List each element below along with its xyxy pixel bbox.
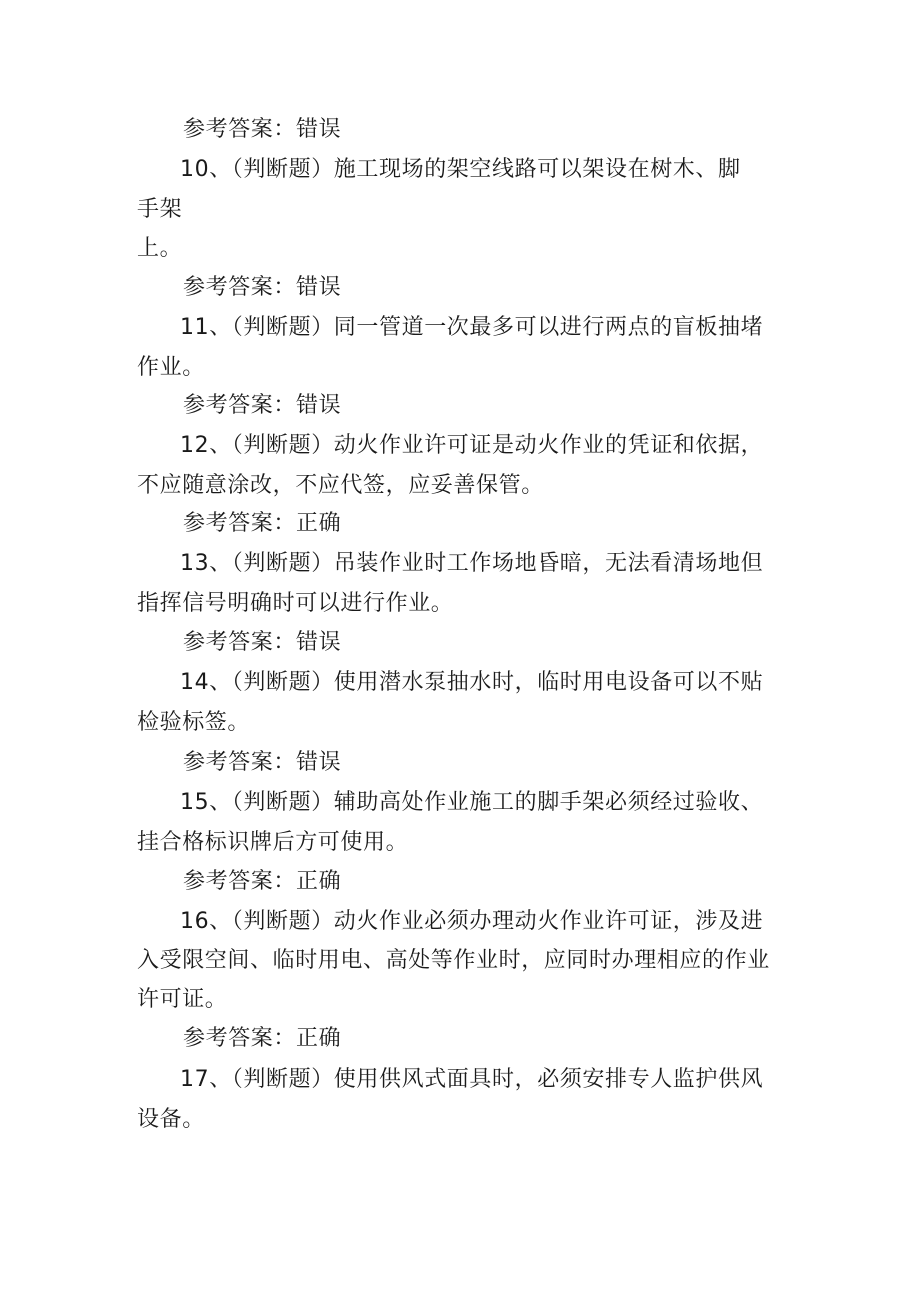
question-16-line-3: 许可证。 — [137, 987, 228, 1012]
answer-10: 参考答案：错误 — [183, 275, 342, 300]
question-11-line-2: 作业。 — [137, 355, 205, 380]
question-10-line-2: 手架 — [137, 197, 183, 222]
question-10-line-1: 10、（判断题）施工现场的架空线路可以架设在树木、脚 — [180, 157, 741, 182]
answer-13: 参考答案：错误 — [183, 630, 342, 655]
question-10-line-3: 上。 — [137, 236, 183, 261]
answer-14: 参考答案：错误 — [183, 750, 342, 775]
question-17-line-2: 设备。 — [137, 1107, 205, 1132]
question-14-line-2: 检验标签。 — [137, 710, 251, 735]
answer-9: 参考答案：错误 — [183, 117, 342, 142]
question-13-line-2: 指挥信号明确时可以进行作业。 — [137, 591, 454, 616]
question-12-line-1: 12、（判断题）动火作业许可证是动火作业的凭证和依据， — [180, 433, 764, 458]
answer-15: 参考答案：正确 — [183, 869, 342, 894]
answer-12: 参考答案：正确 — [183, 511, 342, 536]
question-16-line-1: 16、（判断题）动火作业必须办理动火作业许可证，涉及进 — [180, 909, 764, 934]
question-11-line-1: 11、（判断题）同一管道一次最多可以进行两点的盲板抽堵 — [180, 315, 764, 340]
question-16-line-2: 入受限空间、临时用电、高处等作业时，应同时办理相应的作业 — [137, 948, 770, 973]
question-12-line-2: 不应随意涂改，不应代签，应妥善保管。 — [137, 473, 544, 498]
question-17-line-1: 17、（判断题）使用供风式面具时，必须安排专人监护供风 — [180, 1067, 764, 1092]
answer-11: 参考答案：错误 — [183, 393, 342, 418]
answer-16: 参考答案：正确 — [183, 1026, 342, 1051]
question-14-line-1: 14、（判断题）使用潜水泵抽水时，临时用电设备可以不贴 — [180, 670, 764, 695]
question-15-line-1: 15、（判断题）辅助高处作业施工的脚手架必须经过验收、 — [180, 790, 764, 815]
question-15-line-2: 挂合格标识牌后方可使用。 — [137, 830, 409, 855]
question-13-line-1: 13、（判断题）吊装作业时工作场地昏暗，无法看清场地但 — [180, 551, 764, 576]
